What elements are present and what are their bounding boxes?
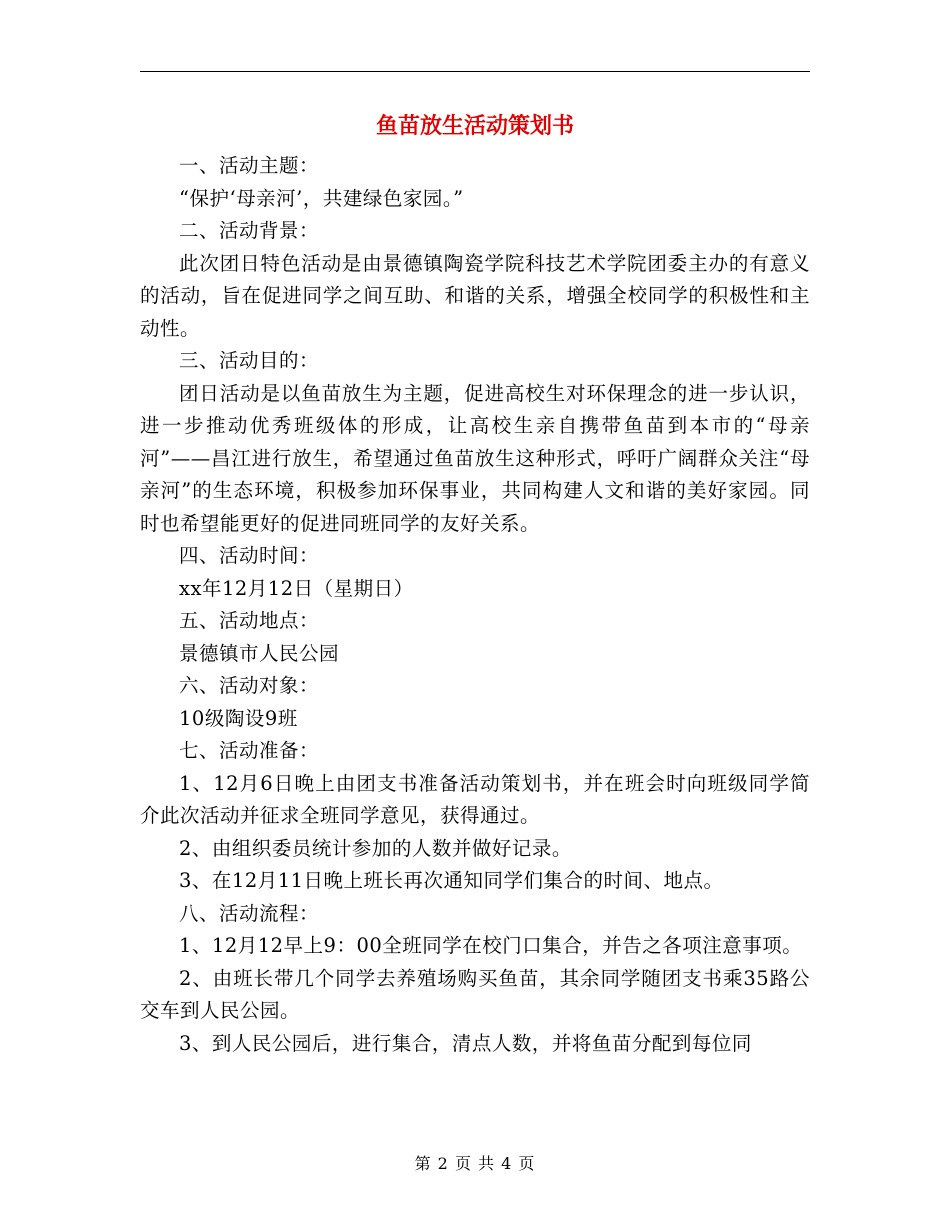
page-number-label: 第 2 页 共 4 页 bbox=[414, 1154, 536, 1173]
paragraph: 3、在12月11日晚上班长再次通知同学们集合的时间、地点。 bbox=[179, 869, 724, 892]
page-footer bbox=[0, 1152, 950, 1176]
paragraph: 2、由班长带几个同学去养殖场购买鱼苗，其余同学随团支书乘35路公交车到人民公园。 bbox=[140, 966, 810, 1022]
paragraph: 1、12月12早上9：00全班同学在校门口集合，并告之各项注意事项。 bbox=[179, 934, 803, 957]
paragraph: xx年12月12日（星期日） bbox=[179, 576, 414, 600]
document-title: 鱼苗放生活动策划书 bbox=[375, 113, 574, 139]
paragraph: 一、活动主题： bbox=[179, 154, 320, 177]
paragraph: 1、12月6日晚上由团支书准备活动策划书，并在班会时向班级同学简介此次活动并征求全班同学意见，获得通过。 bbox=[140, 771, 810, 827]
paragraph: 六、活动对象： bbox=[179, 674, 320, 697]
paragraph: 四、活动时间： bbox=[179, 544, 320, 567]
paragraph: 2、由组织委员统计参加的人数并做好记录。 bbox=[179, 836, 572, 860]
paragraph: 五、活动地点： bbox=[179, 609, 320, 632]
paragraph: 团日活动是以鱼苗放生为主题，促进高校生对环保理念的进一步认识，进一步推动优秀班级体的形成，让高校生亲自携带鱼苗到本市的“母亲河”——昌江进行放生，希望通过鱼苗放生这种形式，呼吁广阔群众关注“母亲河”的生态环境，积极参加环保事业，共同构建人文和谐的美好家园。同时也希望能更好的促进同班同学的友好关系。 bbox=[140, 381, 810, 535]
header-rule bbox=[140, 71, 810, 72]
paragraph: 此次团日特色活动是由景德镇陶瓷学院科技艺术学院团委主办的有意义的活动，旨在促进同学之间互助、和谐的关系，增强全校同学的积极性和主动性。 bbox=[140, 251, 810, 340]
paragraph: 七、活动准备： bbox=[179, 739, 320, 762]
paragraph: 三、活动目的： bbox=[179, 349, 320, 372]
paragraph: 二、活动背景： bbox=[179, 219, 320, 242]
document-body bbox=[140, 150, 810, 1060]
paragraph: 八、活动流程： bbox=[179, 901, 320, 925]
paragraph: “保护‘母亲河’，共建绿色家园。” bbox=[179, 186, 464, 210]
paragraph: 3、到人民公园后，进行集合，清点人数，并将鱼苗分配到每位同 bbox=[179, 1031, 752, 1055]
paragraph: 10级陶设9班 bbox=[179, 706, 298, 730]
paragraph: 景德镇市人民公园 bbox=[179, 641, 340, 665]
